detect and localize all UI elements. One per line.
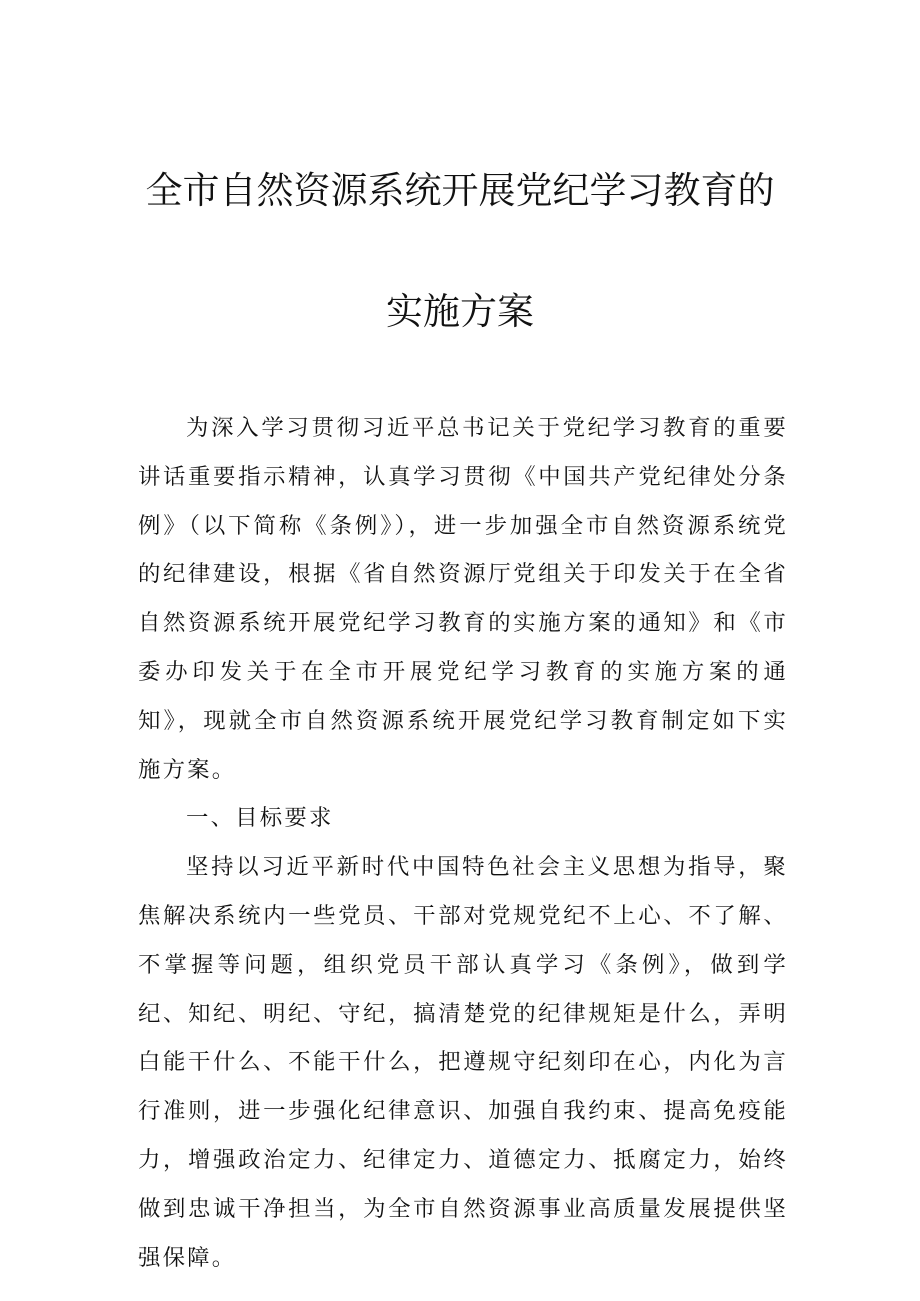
section-heading-goals: 一、目标要求 <box>186 805 334 832</box>
document-title-line-1: 全市自然资源系统开展党纪学习教育的 <box>145 169 775 212</box>
intro-paragraph: 为深入学习贯彻习近平总书记关于党纪学习教育的重要讲话重要指示精神，认真学习贯彻《中国共产党纪律处分条例》（以下简称《条例》），进一步加强全市自然资源系统党的纪律建设，根据《省自然资源厅党组关于印发关于在全省自然资源系统开展党纪学习教育的实施方案的通知》和《市委办印发关于在全市开展党纪学习教育的实施方案的通知》，现就全市自然资源系统开展党纪学习教育制定如下实施方案。 <box>138 415 788 783</box>
document-body <box>138 404 788 1282</box>
document-title-line-2: 实施方案 <box>386 290 534 333</box>
goals-paragraph: 坚持以习近平新时代中国特色社会主义思想为指导，聚焦解决系统内一些党员、干部对党规党纪不上心、不了解、不掌握等问题，组织党员干部认真学习《条例》，做到学纪、知纪、明纪、守纪，搞清楚党的纪律规矩是什么，弄明白能干什么、不能干什么，把遵规守纪刻印在心，内化为言行准则，进一步强化纪律意识、加强自我约束、提高免疫能力，增强政治定力、纪律定力、道德定力、抵腐定力，始终做到忠诚干净担当，为全市自然资源事业高质量发展提供坚强保障。 <box>138 854 788 1271</box>
